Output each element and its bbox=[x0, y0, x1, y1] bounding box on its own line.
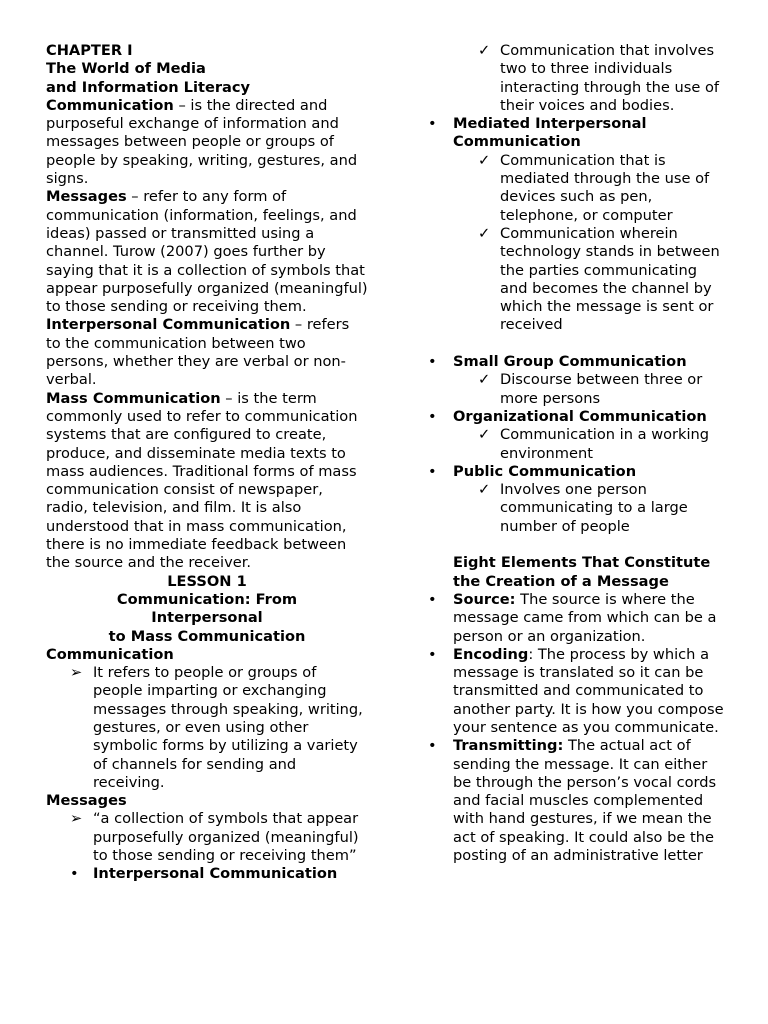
elements-heading: Eight Elements That Constitute the Creation of a Message bbox=[453, 554, 711, 590]
check-icon: ✓ bbox=[478, 224, 491, 242]
list-item: • Small Group Communication bbox=[428, 353, 687, 371]
bullet-icon: • bbox=[70, 865, 79, 883]
bullet-icon: • bbox=[428, 737, 437, 755]
left-column bbox=[46, 42, 368, 884]
definition-communication: Communication – is the directed and purposeful exchange of information and messages between people or groups of people by speaking, writing, gestures, and signs. bbox=[46, 96, 358, 188]
bullet-icon: • bbox=[428, 115, 437, 133]
check-icon: ✓ bbox=[478, 426, 491, 444]
list-item: • Organizational Communication bbox=[428, 407, 707, 425]
check-icon: ✓ bbox=[478, 481, 491, 499]
list-item: ✓ Discourse between three or more persons bbox=[478, 371, 703, 407]
definition-mass-communication: Mass Communication – is the term commonly used to refer to communication systems that are configured to create, produce, and disseminate media texts to mass audiences. Traditional forms of mass communication consist of newspaper, radio, television, and film. It is also understood that in mass communication, there is no immediate feedback between the source and the receiver. bbox=[46, 389, 358, 572]
list-item: ✓ Involves one person communicating to a large number of people bbox=[478, 481, 688, 535]
check-icon: ✓ bbox=[478, 151, 491, 169]
check-icon: ✓ bbox=[478, 371, 491, 389]
definition-interpersonal: Interpersonal Communication – refers to the communication between two persons, whether they are verbal or non-verbal. bbox=[46, 316, 350, 389]
chapter-title-line1: The World of Media bbox=[46, 60, 206, 78]
check-icon: ✓ bbox=[478, 42, 491, 59]
list-item: • Source: The source is where the message came from which can be a person or an organization. bbox=[428, 590, 717, 645]
lesson-title-line2: Interpersonal bbox=[151, 609, 263, 627]
list-item: ✓ Communication wherein technology stands in between the parties communicating and becomes the channel by which the message is sent or received bbox=[478, 224, 720, 334]
arrow-bullet-icon: ➢ bbox=[70, 664, 83, 682]
list-item: ✓ Communication in a working environment bbox=[478, 426, 710, 462]
right-column bbox=[428, 42, 728, 865]
list-item: ✓ Communication that is mediated through the use of devices such as pen, telephone, or computer bbox=[478, 151, 710, 224]
list-item: ✓ Communication that involves two to three individuals interacting through the use of their voices and bodies. bbox=[478, 42, 720, 114]
heading-messages: Messages bbox=[46, 792, 127, 810]
bullet-icon: • bbox=[428, 462, 437, 480]
lesson-title-line3: to Mass Communication bbox=[108, 627, 306, 645]
list-item: • Public Communication bbox=[428, 462, 637, 480]
list-item: • Encoding: The process by which a message is translated so it can be transmitted and communicated to another party. It is how you compose your sentence as you communicate. bbox=[428, 645, 724, 736]
chapter-label: CHAPTER I bbox=[46, 42, 133, 59]
arrow-bullet-icon: ➢ bbox=[70, 810, 83, 828]
bullet-icon: • bbox=[428, 645, 437, 663]
lesson-title-line1: Communication: From bbox=[116, 590, 298, 608]
list-item: • Mediated Interpersonal Communication bbox=[428, 115, 647, 151]
bullet-icon: • bbox=[428, 590, 437, 608]
chapter-title-line2: and Information Literacy bbox=[46, 78, 251, 96]
list-item: ➢ It refers to people or groups of people imparting or exchanging messages through speaking, writing, gestures, or even using other symbolic forms by utilizing a variety of channels for sending and receiving. bbox=[70, 664, 363, 791]
lesson-label: LESSON 1 bbox=[167, 572, 247, 590]
list-item: • Interpersonal Communication bbox=[46, 865, 368, 883]
bullet-icon: • bbox=[428, 407, 437, 425]
list-item: ➢ “a collection of symbols that appear purposefully organized (meaningful) to those sending or receiving them” bbox=[70, 810, 359, 865]
bullet-icon: • bbox=[428, 353, 437, 371]
heading-communication: Communication bbox=[46, 645, 174, 663]
definition-messages: Messages – refer to any form of communication (information, feelings, and ideas) passed or transmitted using a channel. Turow (2007) goes further by saying that it is a collection of symbols that appear purposefully organized (meaningful) to those sending or receiving them. bbox=[46, 188, 368, 316]
list-item: • Transmitting: The actual act of sending the message. It can either be through the person’s vocal cords and facial muscles complemented with hand gestures, if we mean the act of speaking. It could also be the posting of an administrative letter bbox=[428, 737, 717, 865]
